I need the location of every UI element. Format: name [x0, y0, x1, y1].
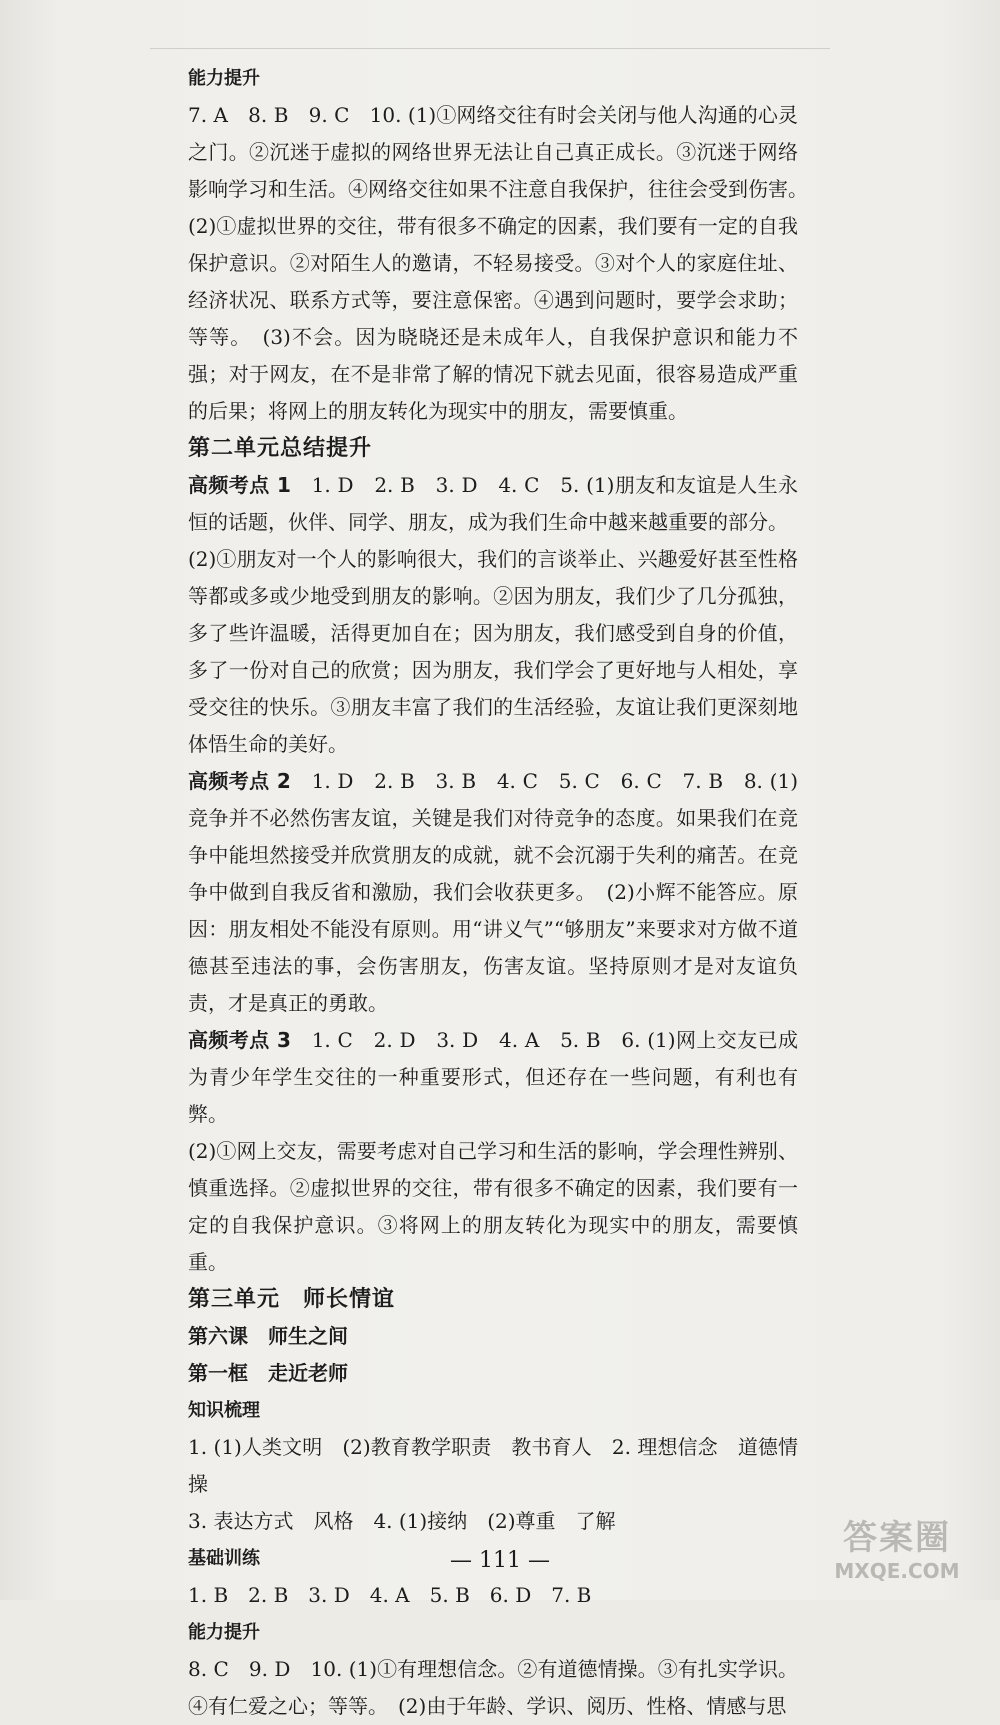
page-number: — 111 — [450, 1548, 550, 1573]
ability-answers-2: 8. C 9. D 10. (1)①有理想信念。②有道德情操。③有扎实学识。④有仁爱之心；等等。 (2)由于年龄、学识、阅历、性格、情感与思 [188, 1657, 798, 1718]
key-point-3-label: 高频考点 3 [188, 1028, 291, 1052]
key-point-3 [188, 1022, 798, 1133]
key-point-1-text: 1. D 2. B 3. D 4. C 5. (1)朋友和友谊是人生永恒的话题，伙伴、同学、朋友，成为我们生命中越来越重要的部分。 [188, 473, 798, 534]
knowledge-answers-1: 1. (1)人类文明 (2)教育教学职责 教书育人 2. 理想信念 道德情操 [188, 1435, 798, 1496]
watermark-logo: 答案圈 [843, 1518, 951, 1558]
key-point-2-label: 高频考点 2 [188, 769, 291, 793]
lesson-title: 第六课 师生之间 [188, 1324, 348, 1348]
section-heading-ability: 能力提升 [188, 68, 260, 89]
ability-answers: 7. A 8. B 9. C 10. (1)①网络交往有时会关闭与他人沟通的心灵之门。②沉迷于虚拟的网络世界无法让自己真正成长。③沉迷于网络影响学习和生活。④网络交往如果不注意自我保护，往往会受到伤害。 (2)①虚拟世界的交往，带有很多不确定的因素，我们要有一定的自我保护意识。②对陌生人的邀请，不轻易接受。③对个人的家庭住址、经济状况、联系方式等，要注意保密。④遇到问题时，要学会求助；等等。 (3)不会。因为晓晓还是未成年人，自我保护意识和能力不强；对于网友，在不是非常了解的情况下就去见面，很容易造成严重的后果；将网上的朋友转化为现实中的朋友，需要慎重。 [188, 103, 818, 423]
key-point-1-label: 高频考点 1 [188, 473, 291, 497]
key-point-3-text: 1. C 2. D 3. D 4. A 5. B 6. (1)网上交友已成为青少年学生交往的一种重要形式，但还存在一些问题，有利也有弊。 [188, 1028, 798, 1126]
watermark [812, 1510, 982, 1590]
section-heading-basic: 基础训练 [188, 1548, 260, 1569]
header-rule [150, 48, 830, 49]
knowledge-answers-2: 3. 表达方式 风格 4. (1)接纳 (2)尊重 了解 [188, 1509, 616, 1533]
key-point-2-text: 1. D 2. B 3. B 4. C 5. C 6. C 7. B 8. (1)竞争并不必然伤害友谊，关键是我们对待竞争的态度。如果我们在竞争中能坦然接受并欣赏朋友的成就，就不会沉溺于失利的痛苦。在竞争中做到自我反省和激励，我们会收获更多。 (2)小辉不能答应。原因：朋友相处不能没有原则。用“讲义气”“够朋友”来要求对方做不道德甚至违法的事，会伤害朋友，伤害友谊。坚持原则才是对友谊负责，才是真正的勇敢。 [188, 769, 798, 1015]
key-point-1-part2: (2)①朋友对一个人的影响很大，我们的言谈举止、兴趣爱好甚至性格等都或多或少地受到朋友的影响。②因为朋友，我们少了几分孤独，多了些许温暖，活得更加自在；因为朋友，我们感受到自身的价值，多了一份对自己的欣赏；因为朋友，我们学会了更好地与人相处，享受交往的快乐。③朋友丰富了我们的生活经验，友谊让我们更深刻地体悟生命的美好。 [188, 547, 798, 756]
basic-answers: 1. B 2. B 3. D 4. A 5. B 6. D 7. B [188, 1583, 592, 1607]
key-point-3-part2: (2)①网上交友，需要考虑对自己学习和生活的影响，学会理性辨别、慎重选择。②虚拟世界的交往，带有很多不确定的因素，我们要有一定的自我保护意识。③将网上的朋友转化为现实中的朋友，需要慎重。 [188, 1139, 798, 1274]
key-point-1 [188, 467, 798, 541]
unit2-summary-title: 第二单元总结提升 [188, 435, 373, 461]
frame-title: 第一框 走近老师 [188, 1361, 348, 1385]
watermark-url: MXQE.COM [834, 1559, 960, 1583]
answer-content [188, 60, 818, 1725]
key-point-2 [188, 763, 798, 1022]
unit3-title: 第三单元 师长情谊 [188, 1286, 396, 1312]
section-heading-ability-2: 能力提升 [188, 1622, 260, 1643]
section-heading-knowledge: 知识梳理 [188, 1400, 260, 1421]
